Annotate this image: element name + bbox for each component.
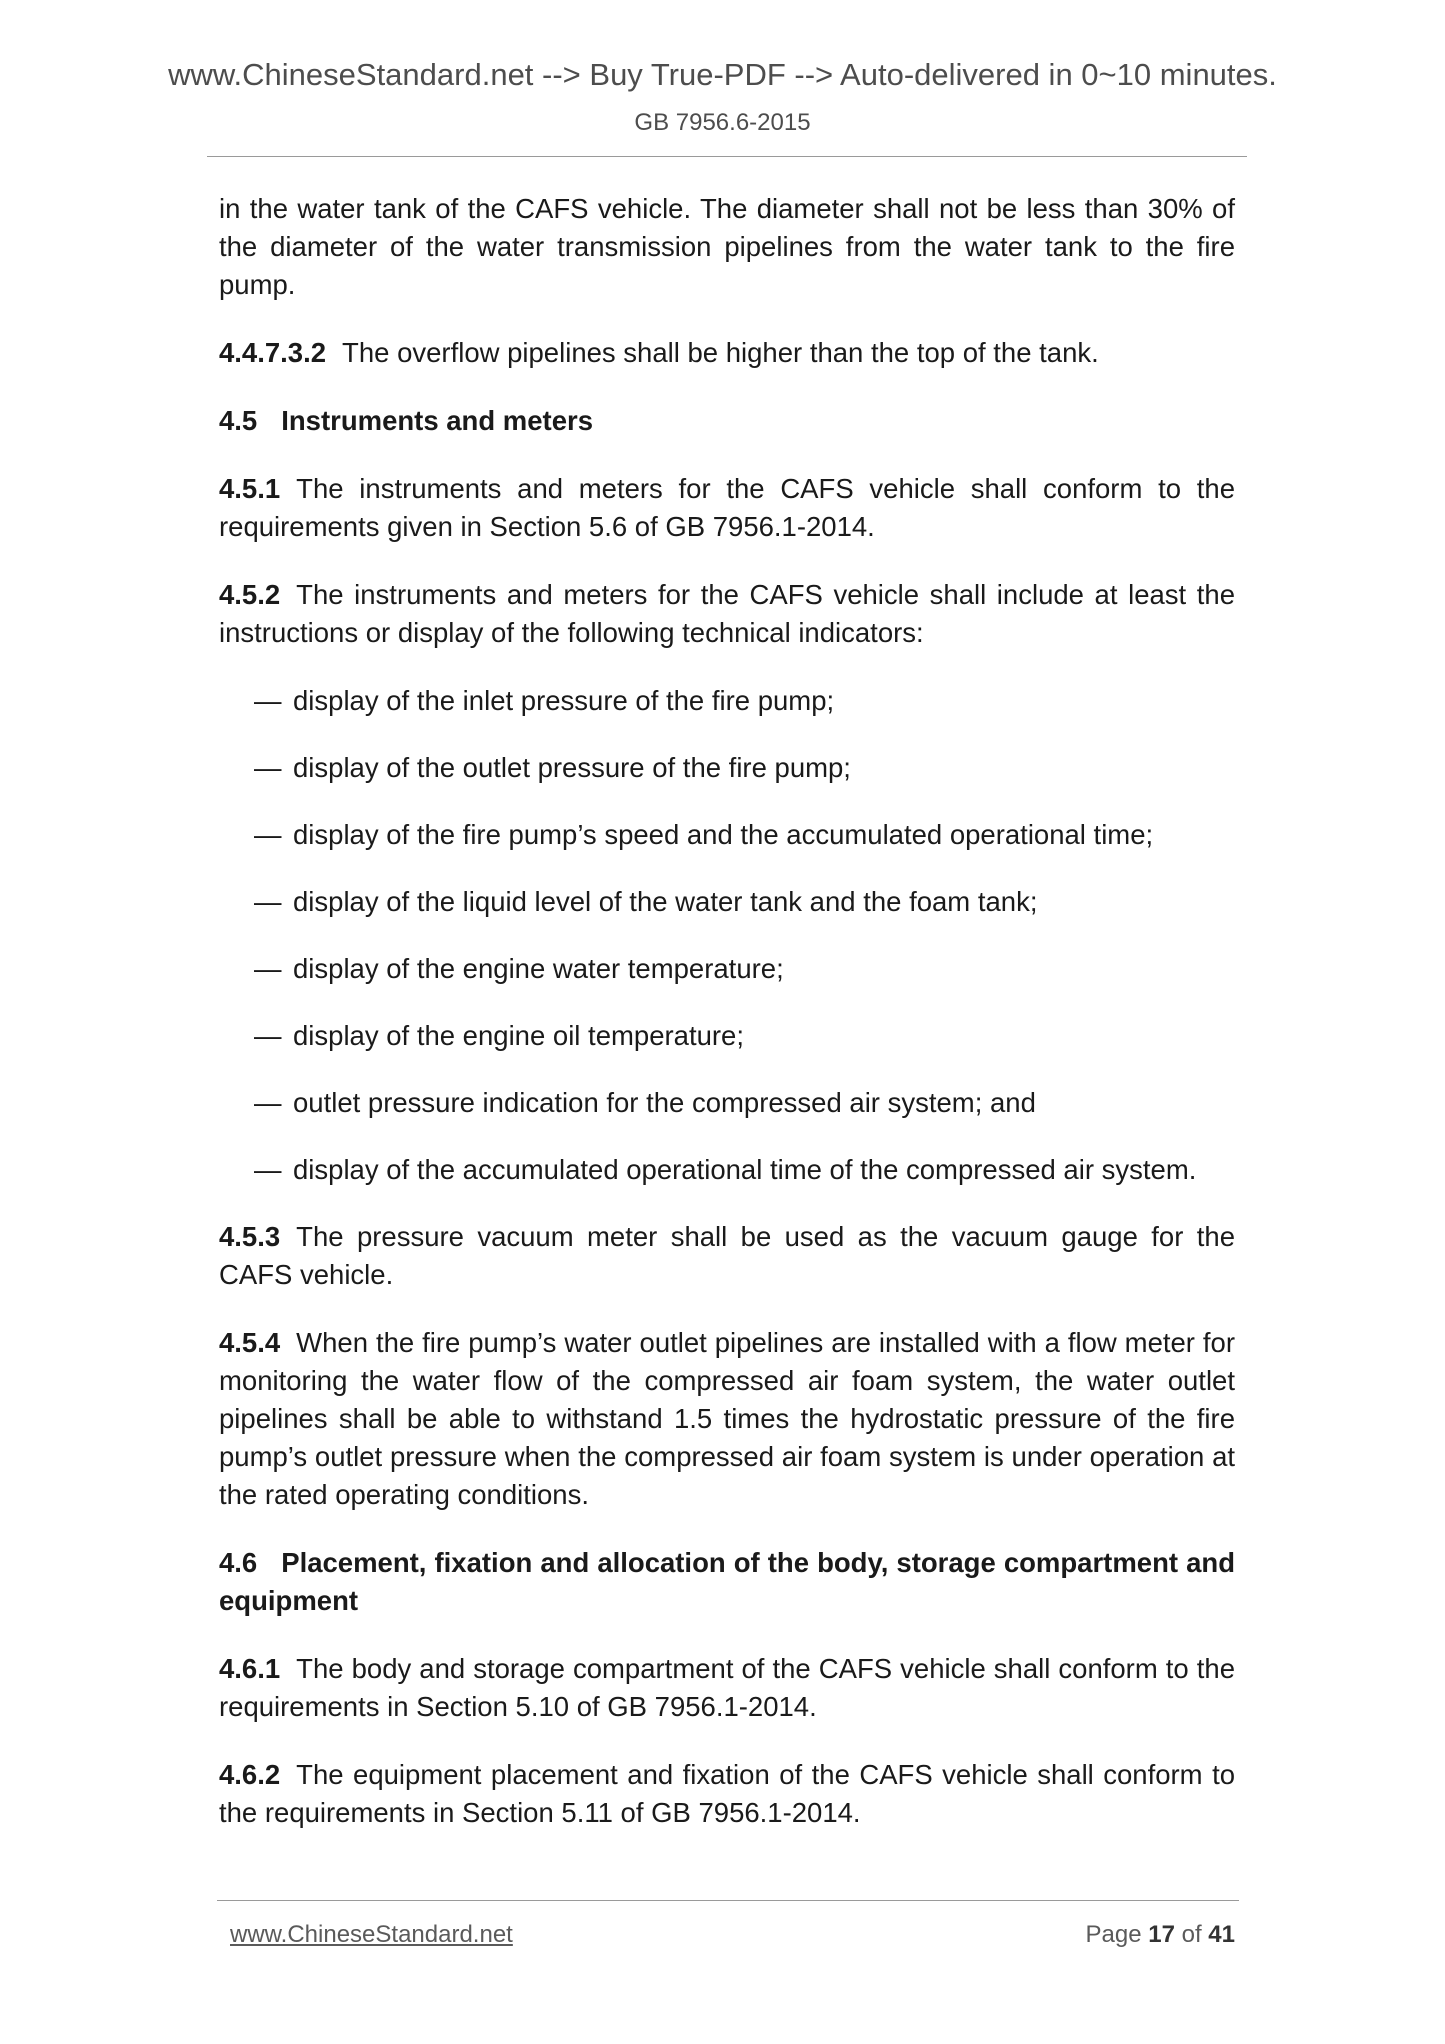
list-item — [219, 1151, 1235, 1189]
list-item — [219, 883, 1235, 921]
header-divider — [207, 156, 1247, 157]
dash-bullet: — — [254, 1087, 282, 1118]
indicator-list — [219, 682, 1235, 1189]
clause-number: 4.4.7.3.2 — [219, 337, 327, 368]
clause-4-4-7-3-2 — [219, 334, 1235, 372]
list-item-text: display of the engine oil temperature; — [293, 1020, 744, 1051]
standard-number: GB 7956.6-2015 — [634, 109, 811, 136]
section-number: 4.6 — [219, 1547, 258, 1578]
list-item — [219, 1084, 1235, 1122]
page-current: 17 — [1148, 1921, 1175, 1948]
clause-text: The instruments and meters for the CAFS vehicle shall conform to the requirements given in Section 5.6 of GB 7956.1-2014. — [219, 473, 1235, 542]
intro-paragraph: in the water tank of the CAFS vehicle. The diameter shall not be less than 30% of the diameter of the water transmission pipelines from the water tank to the fire pump. — [219, 193, 1235, 300]
page-of: of — [1181, 1921, 1202, 1948]
page-total: 41 — [1208, 1921, 1235, 1948]
clause-4-5-4 — [219, 1324, 1235, 1514]
list-item-text: outlet pressure indication for the compressed air system; and — [293, 1087, 1036, 1118]
dash-bullet: — — [254, 752, 282, 783]
list-item — [219, 682, 1235, 720]
list-item-text: display of the accumulated operational time of the compressed air system. — [293, 1154, 1197, 1185]
clause-text: When the fire pump’s water outlet pipelines are installed with a flow meter for monitoring the water flow of the compressed air foam system, the water outlet pipelines shall be able to withstand 1.5 times the hydrostatic pressure of the fire pump’s outlet pressure when the compressed air foam system is under operation at the rated operating conditions. — [219, 1327, 1235, 1510]
dash-bullet: — — [254, 685, 282, 716]
dash-bullet: — — [254, 1154, 282, 1185]
list-item-text: display of the fire pump’s speed and the accumulated operational time; — [293, 819, 1154, 850]
section-number: 4.5 — [219, 405, 258, 436]
footer-site-link[interactable]: www.ChineseStandard.net — [230, 1921, 513, 1948]
dash-bullet: — — [254, 886, 282, 917]
page-indicator — [1086, 1920, 1236, 1950]
section-title: Placement, fixation and allocation of the body, storage compartment and equipment — [219, 1547, 1235, 1616]
header-banner: www.ChineseStandard.net --> Buy True-PDF --> Auto-delivered in 0~10 minutes. — [168, 57, 1277, 92]
document-body — [219, 190, 1235, 1862]
section-heading-4-6 — [219, 1544, 1235, 1620]
clause-number: 4.5.3 — [219, 1221, 281, 1252]
list-item — [219, 816, 1235, 854]
clause-4-5-2 — [219, 576, 1235, 652]
page-word: Page — [1085, 1921, 1142, 1948]
list-item — [219, 1017, 1235, 1055]
list-item-text: display of the inlet pressure of the fire pump; — [293, 685, 835, 716]
dash-bullet: — — [254, 819, 282, 850]
list-item-text: display of the liquid level of the water tank and the foam tank; — [293, 886, 1038, 917]
dash-bullet: — — [254, 1020, 282, 1051]
list-item — [219, 950, 1235, 988]
clause-number: 4.5.4 — [219, 1327, 281, 1358]
section-title: Instruments and meters — [281, 405, 593, 436]
clause-number: 4.6.2 — [219, 1759, 281, 1790]
clause-text: The instruments and meters for the CAFS vehicle shall include at least the instructions or display of the following technical indicators: — [219, 579, 1235, 648]
clause-text: The overflow pipelines shall be higher than the top of the tank. — [342, 337, 1099, 368]
clause-text: The equipment placement and fixation of the CAFS vehicle shall conform to the requirements in Section 5.11 of GB 7956.1-2014. — [219, 1759, 1235, 1828]
clause-text: The body and storage compartment of the CAFS vehicle shall conform to the requirements in Section 5.10 of GB 7956.1-2014. — [219, 1653, 1235, 1722]
clause-number: 4.5.1 — [219, 473, 281, 504]
clause-4-6-2 — [219, 1756, 1235, 1832]
list-item-text: display of the engine water temperature; — [293, 953, 784, 984]
clause-4-5-1 — [219, 470, 1235, 546]
list-item-text: display of the outlet pressure of the fire pump; — [293, 752, 851, 783]
clause-4-6-1 — [219, 1650, 1235, 1726]
dash-bullet: — — [254, 953, 282, 984]
clause-4-5-3 — [219, 1218, 1235, 1294]
section-heading-4-5 — [219, 402, 1235, 440]
clause-number: 4.6.1 — [219, 1653, 281, 1684]
clause-number: 4.5.2 — [219, 579, 281, 610]
footer-divider — [217, 1900, 1239, 1901]
list-item — [219, 749, 1235, 787]
clause-text: The pressure vacuum meter shall be used as the vacuum gauge for the CAFS vehicle. — [219, 1221, 1235, 1290]
